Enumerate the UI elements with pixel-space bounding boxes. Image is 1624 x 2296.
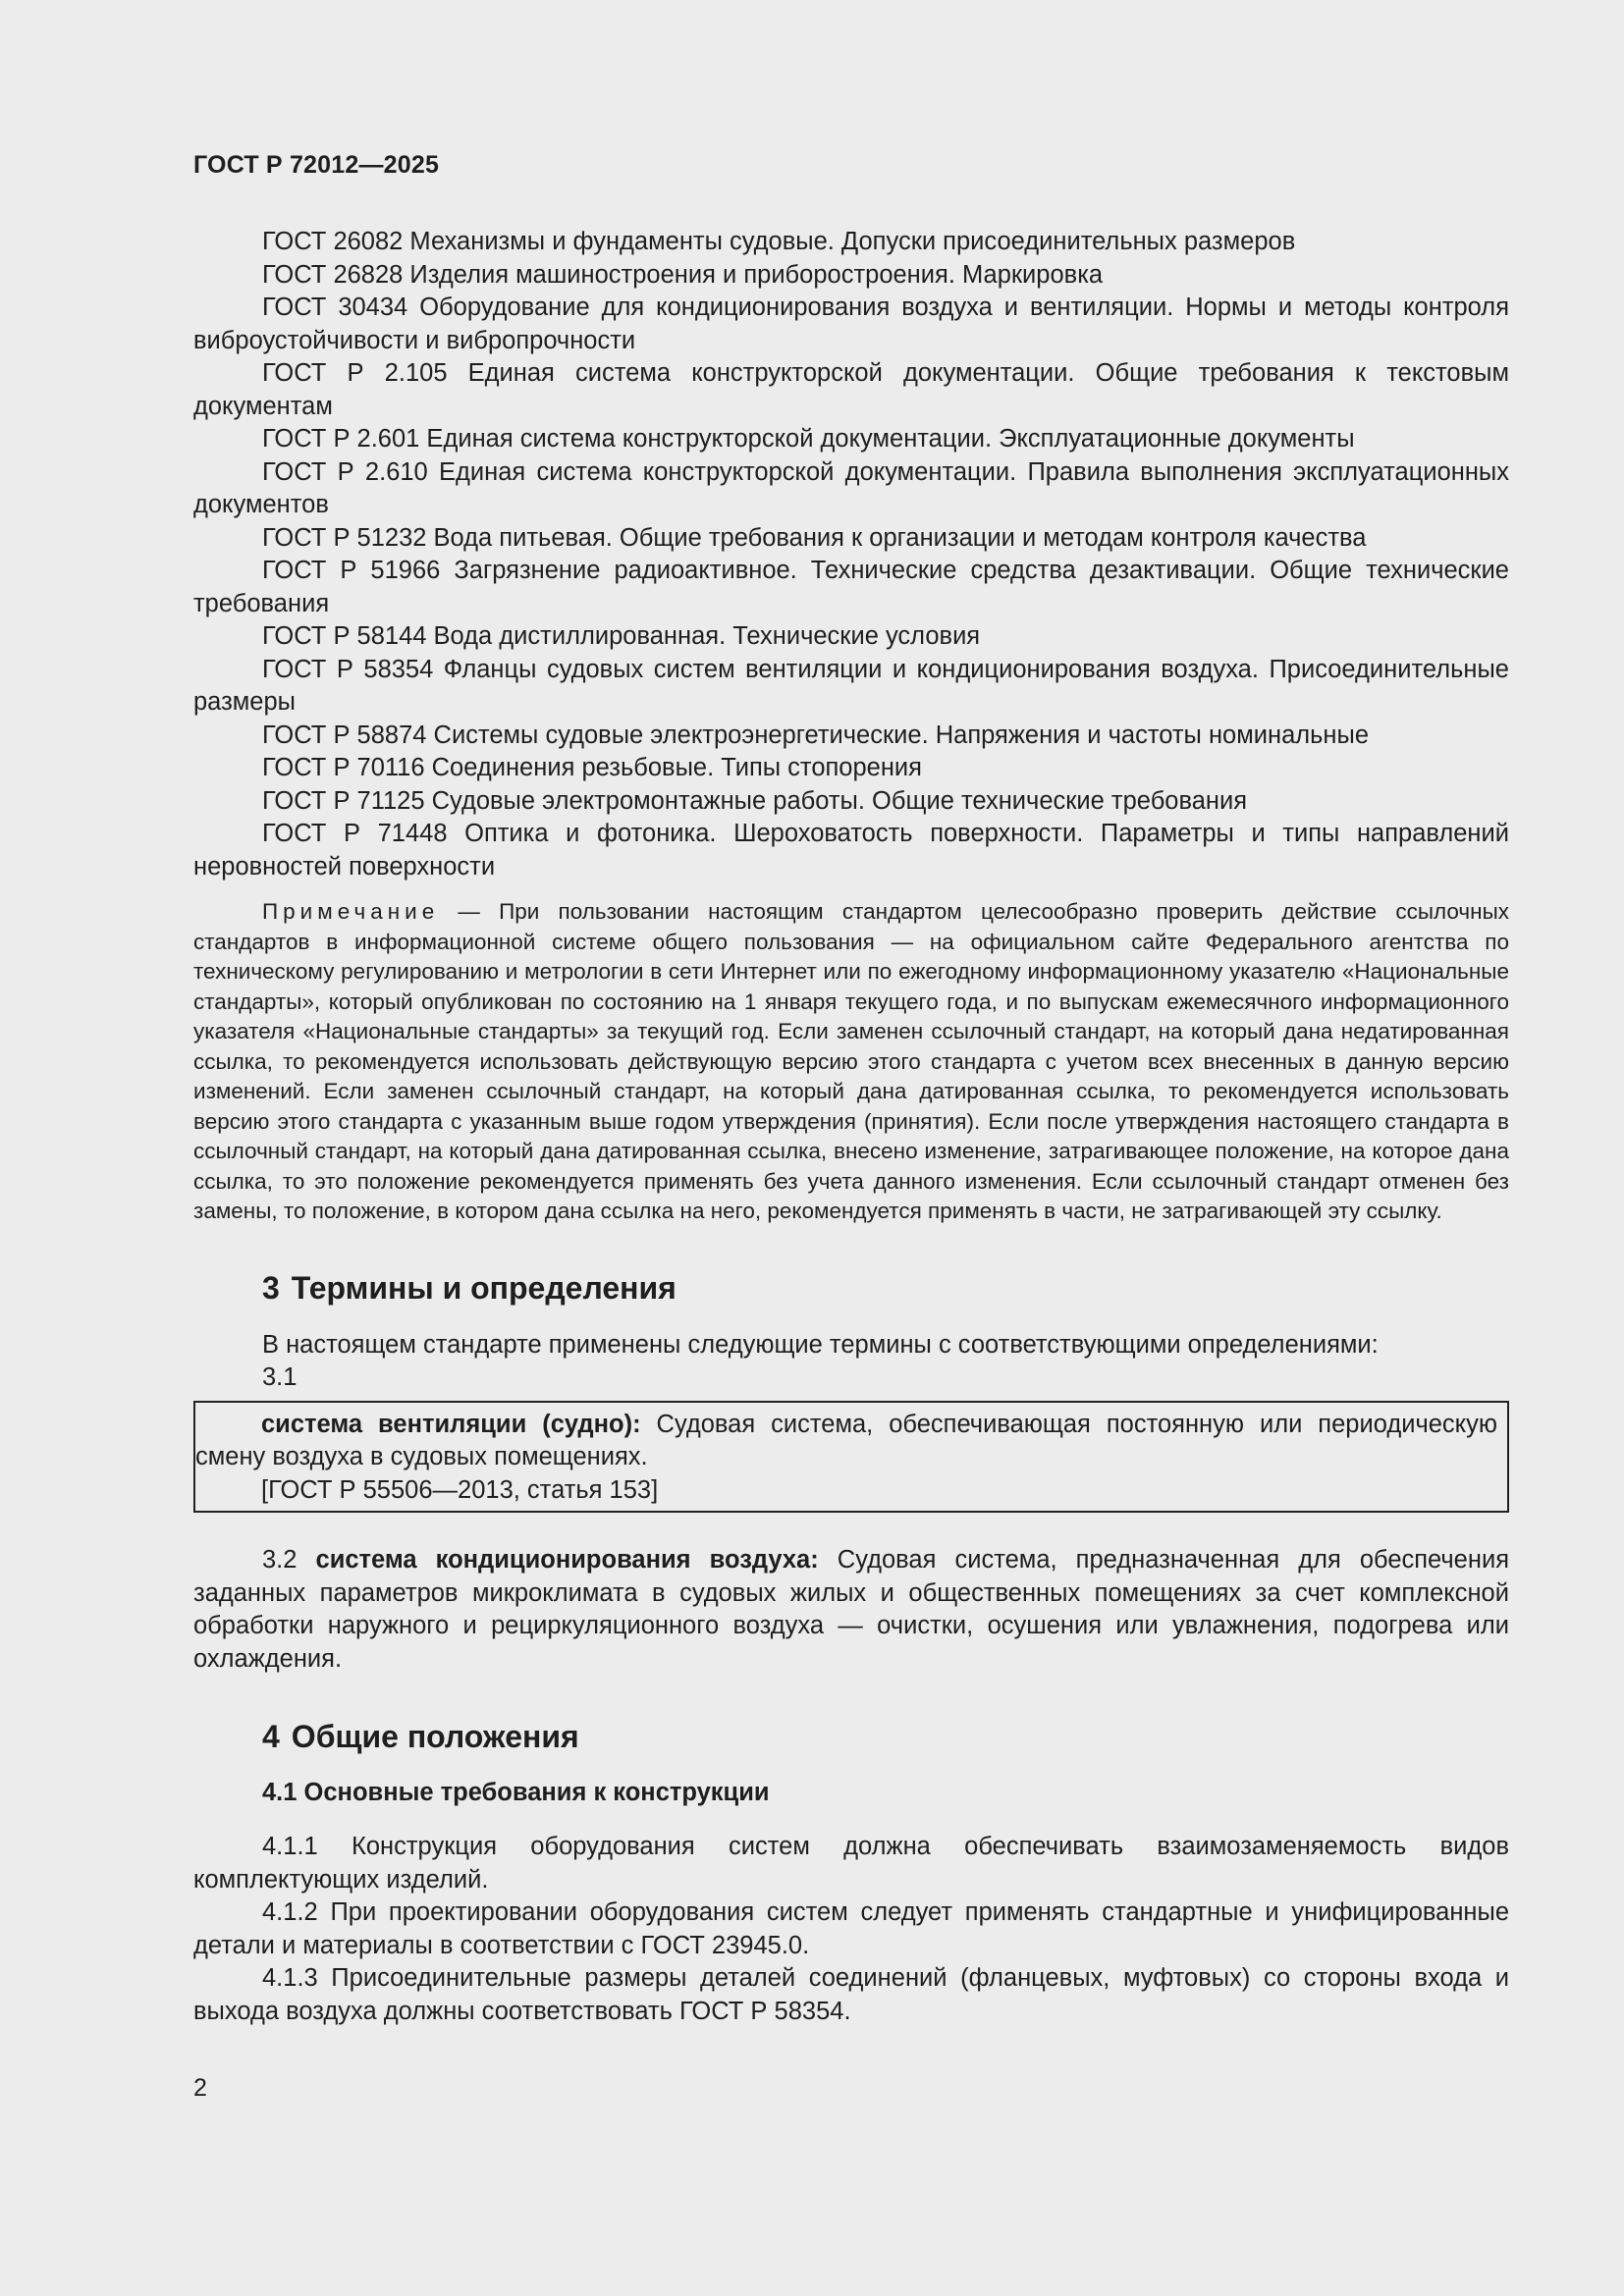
document-header: ГОСТ Р 72012—2025 xyxy=(193,151,440,179)
clause-4-1-1: 4.1.1 Конструкция оборудования систем должна обеспечивать взаимозаменяемость видов комплектующих изделий. xyxy=(193,1833,1509,1894)
reference-item: ГОСТ Р 71125 Судовые электромонтажные работы. Общие технические требования xyxy=(262,786,1248,815)
reference-item: ГОСТ Р 58874 Системы судовые электроэнергетические. Напряжения и частоты номинальные xyxy=(262,721,1370,749)
reference-item: ГОСТ Р 70116 Соединения резьбовые. Типы стопорения xyxy=(262,754,922,781)
section-3-number: 3 xyxy=(262,1269,280,1306)
reference-item: ГОСТ 30434 Оборудование для кондиционирования воздуха и вентиляции. Нормы и методы контроля виброустойчивости и вибропрочности xyxy=(193,294,1509,354)
subsection-4-1-heading: 4.1 Основные требования к конструкции xyxy=(262,1779,770,1806)
reference-item: ГОСТ Р 2.601 Единая система конструкторской документации. Эксплуатационные документы xyxy=(262,425,1355,453)
reference-item: ГОСТ Р 51966 Загрязнение радиоактивное. Технические средства дезактивации. Общие технические требования xyxy=(193,557,1509,617)
reference-item: ГОСТ 26082 Механизмы и фундаменты судовые. Допуски присоединительных размеров xyxy=(262,228,1296,255)
term-3-1-text: Судовая система, обеспечивающая постоянную или периодическую смену воздуха в судовых помещениях. xyxy=(195,1410,1497,1470)
page-number: 2 xyxy=(193,2074,207,2102)
reference-item: ГОСТ 26828 Изделия машиностроения и приборостроения. Маркировка xyxy=(262,260,1104,289)
reference-item: ГОСТ Р 58354 Фланцы судовых систем вентиляции и кондиционирования воздуха. Присоединительные размеры xyxy=(193,655,1509,716)
section-3-title: Термины и определения xyxy=(291,1269,677,1306)
term-3-1-definition xyxy=(195,1409,1497,1474)
reference-item: ГОСТ Р 58144 Вода дистиллированная. Технические условия xyxy=(262,622,981,650)
note-label: Примечание xyxy=(262,899,440,924)
section-4-number: 4 xyxy=(262,1719,280,1754)
term-3-1-number: 3.1 xyxy=(262,1363,298,1391)
section-3-intro: В настоящем стандарте применены следующие термины с соответствующими определениями: xyxy=(262,1330,1379,1359)
reference-item: ГОСТ Р 51232 Вода питьевая. Общие требования к организации и методам контроля качества xyxy=(262,523,1367,552)
term-3-1-term: система вентиляции (судно): xyxy=(261,1410,641,1438)
normative-references-list xyxy=(193,226,1509,883)
note-text: — При пользовании настоящим стандартом целесообразно проверить действие ссылочных стандартов в информационной системе общего пользования — на официальном сайте Федерального агентства по техническому регулированию и метрологии в сети Интернет или по ежегодному информационному указателю «Национальные стандарты», который опубликован по состоянию на 1 января текущего года, и по выпускам ежемесячного информационного указателя «Национальные стандарты» за текущий год. Если заменен ссылочный стандарт, на который дана недатированная ссылка, то рекомендуется использовать действующую версию этого стандарта с учетом всех внесенных в данную версию изменений. Если заменен ссылочный стандарт, на который дана датированная ссылка, то рекомендуется использовать версию этого стандарта с указанным выше годом утверждения (принятия). Если после утверждения настоящего стандарта в ссылочный стандарт, на который дана датированная ссылка, внесено изменение, затрагивающее положение, на которое дана ссылка, то это положение рекомендуется применять без учета данного изменения. Если ссылочный стандарт отменен без замены, то положение, в котором дана ссылка на него, рекомендуется применять в части, не затрагивающей эту ссылку. xyxy=(193,899,1509,1223)
term-3-2-term: система кондиционирования воздуха: xyxy=(315,1546,819,1574)
section-4-title: Общие положения xyxy=(291,1719,579,1754)
references-note xyxy=(193,897,1509,1227)
page-content xyxy=(193,226,1509,2028)
clause-4-1-2: 4.1.2 При проектировании оборудования систем следует применять стандартные и унифицированные детали и материалы в соответствии с ГОСТ 23945.0. xyxy=(193,1898,1509,1959)
term-3-2-number: 3.2 xyxy=(262,1546,298,1574)
reference-item: ГОСТ Р 2.105 Единая система конструкторской документации. Общие требования к текстовым документам xyxy=(193,359,1509,420)
term-3-1-source: [ГОСТ Р 55506—2013, статья 153] xyxy=(261,1475,659,1504)
reference-item: ГОСТ Р 2.610 Единая система конструкторской документации. Правила выполнения эксплуатационных документов xyxy=(193,457,1509,518)
term-3-2-text: Судовая система, предназначенная для обеспечения заданных параметров микроклимата в судовых жилых и общественных помещениях за счет комплексной обработки наружного и рециркуляционного воздуха — очистки, осушения или увлажнения, подогрева или охлаждения. xyxy=(193,1546,1509,1673)
term-3-2 xyxy=(193,1544,1509,1676)
section-4-heading xyxy=(262,1717,1509,1756)
clause-4-1-3: 4.1.3 Присоединительные размеры деталей соединений (фланцевых, муфтовых) со стороны входа и выхода воздуха должны соответствовать ГОСТ Р 58354. xyxy=(193,1964,1509,2025)
section-3-heading xyxy=(262,1268,1509,1308)
term-3-1-box xyxy=(193,1401,1509,1514)
reference-item: ГОСТ Р 71448 Оптика и фотоника. Шероховатость поверхности. Параметры и типы направлений неровностей поверхности xyxy=(193,820,1509,881)
